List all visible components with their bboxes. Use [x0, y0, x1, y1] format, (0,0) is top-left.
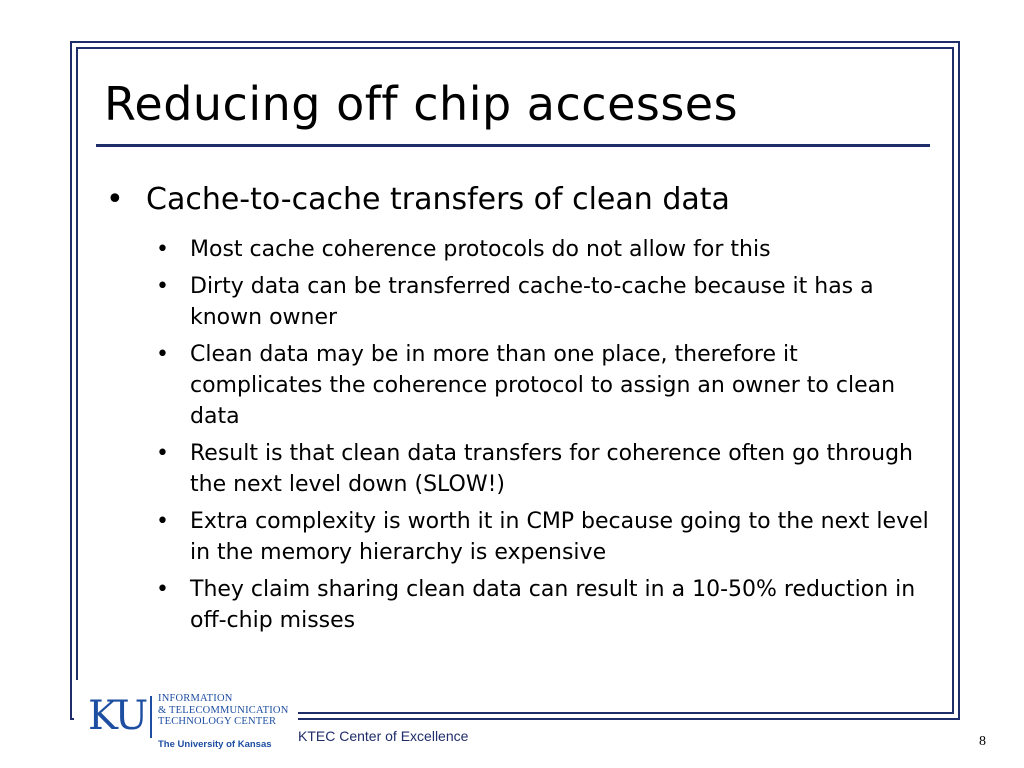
bullet-text: Cache-to-cache transfers of clean data	[146, 182, 730, 217]
sub-bullet-text: Result is that clean data transfers for coherence often go through the next level down (SLOW!)	[190, 441, 913, 497]
sub-bullet-marker: •	[156, 342, 169, 367]
sub-bullet-marker: •	[156, 274, 169, 299]
sub-bullet-item	[100, 234, 930, 265]
bullet-list	[100, 178, 930, 222]
sub-bullet-text: Clean data may be in more than one place, therefore it complicates the coherence protocol to assign an owner to clean data	[190, 342, 896, 429]
sub-bullet-item	[100, 271, 930, 333]
logo-divider	[150, 696, 152, 738]
sub-bullet-item	[100, 574, 930, 636]
logo-line: & TELECOMMUNICATION	[158, 704, 289, 716]
sub-bullet-marker: •	[156, 577, 169, 602]
ku-ittc-logo	[74, 680, 298, 752]
logo-university: The University of Kansas	[158, 739, 272, 750]
slide-title: Reducing off chip accesses	[104, 77, 739, 131]
logo-line: INFORMATION	[158, 693, 233, 704]
sub-bullet-text: Most cache coherence protocols do not allow for this	[190, 237, 771, 262]
sub-bullet-text: They claim sharing clean data can result in a 10-50% reduction in off-chip misses	[190, 577, 916, 633]
sub-bullet-item	[100, 438, 930, 500]
sub-bullet-marker: •	[156, 441, 169, 466]
sub-bullet-marker: •	[156, 509, 169, 534]
bullet-item	[100, 178, 930, 222]
logo-wordmark	[158, 693, 288, 728]
bullet-marker: •	[106, 182, 124, 217]
sub-bullet-marker: •	[156, 237, 169, 262]
sub-bullet-text: Dirty data can be transferred cache-to-cache because it has a known owner	[190, 274, 874, 330]
logo-line: TECHNOLOGY CENTER	[158, 716, 277, 727]
footer-center-text: KTEC Center of Excellence	[298, 728, 469, 744]
logo-ku-mark: KU	[88, 693, 147, 739]
sub-bullet-list	[100, 234, 930, 642]
page-number: 8	[979, 734, 986, 749]
title-divider	[96, 144, 930, 147]
sub-bullet-text: Extra complexity is worth it in CMP because going to the next level in the memory hierarchy is expensive	[190, 509, 929, 565]
sub-bullet-item	[100, 506, 930, 568]
sub-bullet-item	[100, 339, 930, 432]
